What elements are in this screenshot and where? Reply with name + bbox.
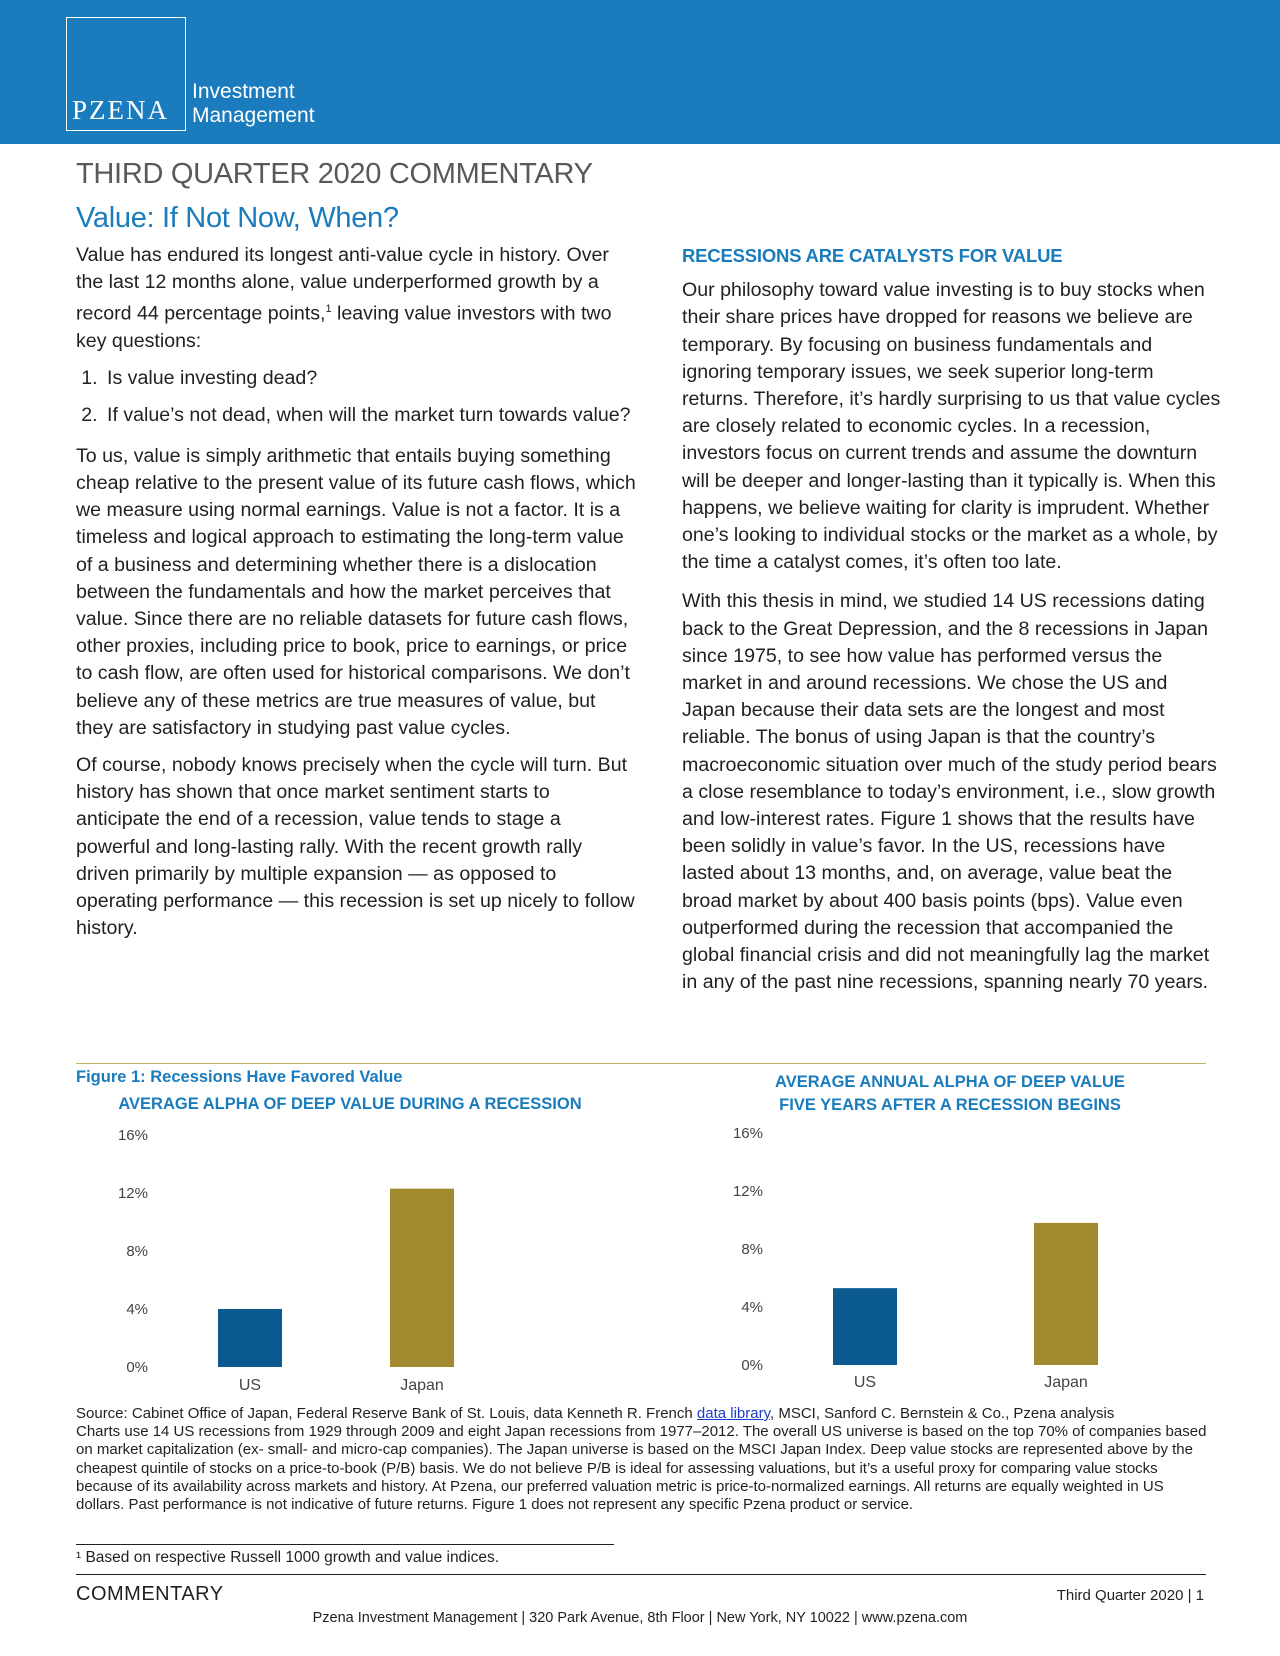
page-subtitle: Value: If Not Now, When? [76,202,399,234]
source-first-line [76,1405,1216,1423]
chart-2-y-tick: 4% [741,1299,763,1316]
footer-section-label: COMMENTARY [76,1583,224,1605]
chart-1-bar-us [218,1309,282,1367]
section-heading: RECESSIONS ARE CATALYSTS FOR VALUE [682,245,1063,266]
chart-2-category-label: US [853,1374,877,1391]
chart-2-title-line-1: AVERAGE ANNUAL ALPHA OF DEEP VALUE [775,1073,1125,1091]
chart-2-y-tick: 16% [732,1125,763,1142]
body-paragraph-3: Of course, nobody knows precisely when the cycle will turn. But history has shown that once market sentiment starts to anticipate the end of a recession, value tends to stage a powerful and long-lasting rally. With the recent growth rally driven primarily by multiple expansion — as opposed to operating performance — this recession is set up nicely to follow history. [76,753,635,940]
body-paragraph-2: To us, value is simply arithmetic that entails buying something cheap relative to the present value of its future cash flows, which we measure using normal earnings. Value is not a factor. It is a timeless and logical approach to estimating the long-term value of a business and determining whether there is a dislocation between the fundamentals and how the market perceives that value. Since there are no reliable datasets for future cash flows, other proxies, including price to book, price to earnings, or price to cash flow, are often used for historical comparisons. We don’t believe any of these metrics are true measures of value, but they are satisfactory in studying past value cycles. [76,444,636,739]
data-library-link[interactable]: data library [696,1405,770,1422]
source-body: Charts use 14 US recessions from 1929 through 2009 and eight Japan recessions from 1977–2012. The overall US universe is based on the top 70% of companies based on market capitalization (ex- small- and micro-cap companies). The Japan universe is based on the MSCI Japan Index. Deep value stocks are represented above by the cheapest quintile of stocks on a price-to-book (P/B) basis. We do not believe P/B is ideal for assessing valuations, but it’s a useful proxy for comparing value stocks because of its availability across markets and history. At Pzena, our preferred valuation metric is price-to-normalized earnings. All returns are equally weighted in US dollars. Past performance is not indicative of future returns. Figure 1 does not represent any specific Pzena product or service. [76,1423,1207,1514]
page-title: THIRD QUARTER 2020 COMMENTARY [76,158,593,190]
logo-wordmark: PZENA [72,95,169,125]
chart-1-category-label: US [238,1377,262,1394]
chart-2-y-tick: 12% [732,1183,763,1200]
chart-2-title-line-2: FIVE YEARS AFTER A RECESSION BEGINS [779,1096,1121,1114]
chart-2-y-tick: 8% [741,1241,763,1258]
chart-1-category-label: Japan [400,1377,444,1394]
figure-title: Figure 1: Recessions Have Favored Value [76,1068,403,1086]
footnote-ref: 1 [325,303,332,316]
footnote-rule [76,1544,614,1545]
source-note [76,1405,1216,1514]
chart-1-title: AVERAGE ALPHA OF DEEP VALUE DURING A RECESSION [118,1095,582,1113]
right-paragraph-2: With this thesis in mind, we studied 14 US recessions dating back to the Great Depression, and the 8 recessions in Japan since 1975, to see how value has performed versus the market in and around recessions. We chose the US and Japan because their data sets are the longest and most reliable. The bonus of using Japan is that the country’s macroeconomic situation over much of the study period bears a close resemblance to today’s environment, i.e., slow growth and low-interest rates. Figure 1 shows that the results have been solidly in value’s favor. In the US, recessions have lasted about 13 months, and, on average, value beat the broad market by about 400 basis points (bps). Value even outperformed during the recession that accompanied the global financial crisis and did not meaningfully lag the market in any of the past nine recessions, spanning nearly 70 years. [682,590,1217,994]
footer-address: Pzena Investment Management | 320 Park Avenue, 8th Floor | New York, NY 10022 | www.pzena.com [312,1610,968,1626]
source-suffix: , MSCI, Sanford C. Bernstein & Co., Pzena analysis [770,1405,1115,1422]
chart-1-y-tick: 8% [126,1243,148,1260]
chart-2-category-label: Japan [1044,1374,1088,1391]
footer-page-info: Third Quarter 2020 | 1 [1056,1587,1204,1604]
question-2: 2. If value’s not dead, when will the market turn towards value? [103,402,636,429]
right-paragraph-1: Our philosophy toward value investing is to buy stocks when their share prices have dropped for reasons we believe are temporary. By focusing on business fundamentals and ignoring temporary issues, we seek superior long-term returns. Therefore, it’s hardly surprising to us that value cycles are closely related to economic cycles. In a recession, investors focus on current trends and assume the downturn will be deeper and longer-lasting than it typically is. When this happens, we believe waiting for clarity is imprudent. Whether one’s looking to individual stocks or the market as a whole, by the time a catalyst comes, it’s often too late. [682,279,1221,574]
footer-rule [76,1574,1206,1575]
chart-1-bar-japan [390,1189,454,1367]
question-1: 1. Is value investing dead? [103,365,636,392]
chart-1-y-tick: 12% [117,1185,148,1202]
logo-sub-line-2: Management [192,104,315,127]
chart-1-y-tick: 4% [126,1301,148,1318]
logo-sub-line-1: Investment [192,80,295,103]
footnote: ¹ Based on respective Russell 1000 growth and value indices. [76,1549,500,1566]
chart-1-y-tick: 16% [117,1127,148,1144]
intro-tail: leaving value investors with two key questions: [76,302,612,353]
source-prefix: Source: Cabinet Office of Japan, Federal Reserve Bank of St. Louis, data Kenneth R. French [76,1405,697,1422]
intro-text: Value has endured its longest anti-value cycle in history. Over the last 12 months alone, value underperformed growth by a record 44 percentage points, [76,244,609,325]
chart-2-y-tick: 0% [741,1357,763,1374]
chart-2-bar-us [833,1288,897,1365]
chart-2-bar-japan [1034,1223,1098,1365]
chart-1-y-tick: 0% [126,1359,148,1376]
